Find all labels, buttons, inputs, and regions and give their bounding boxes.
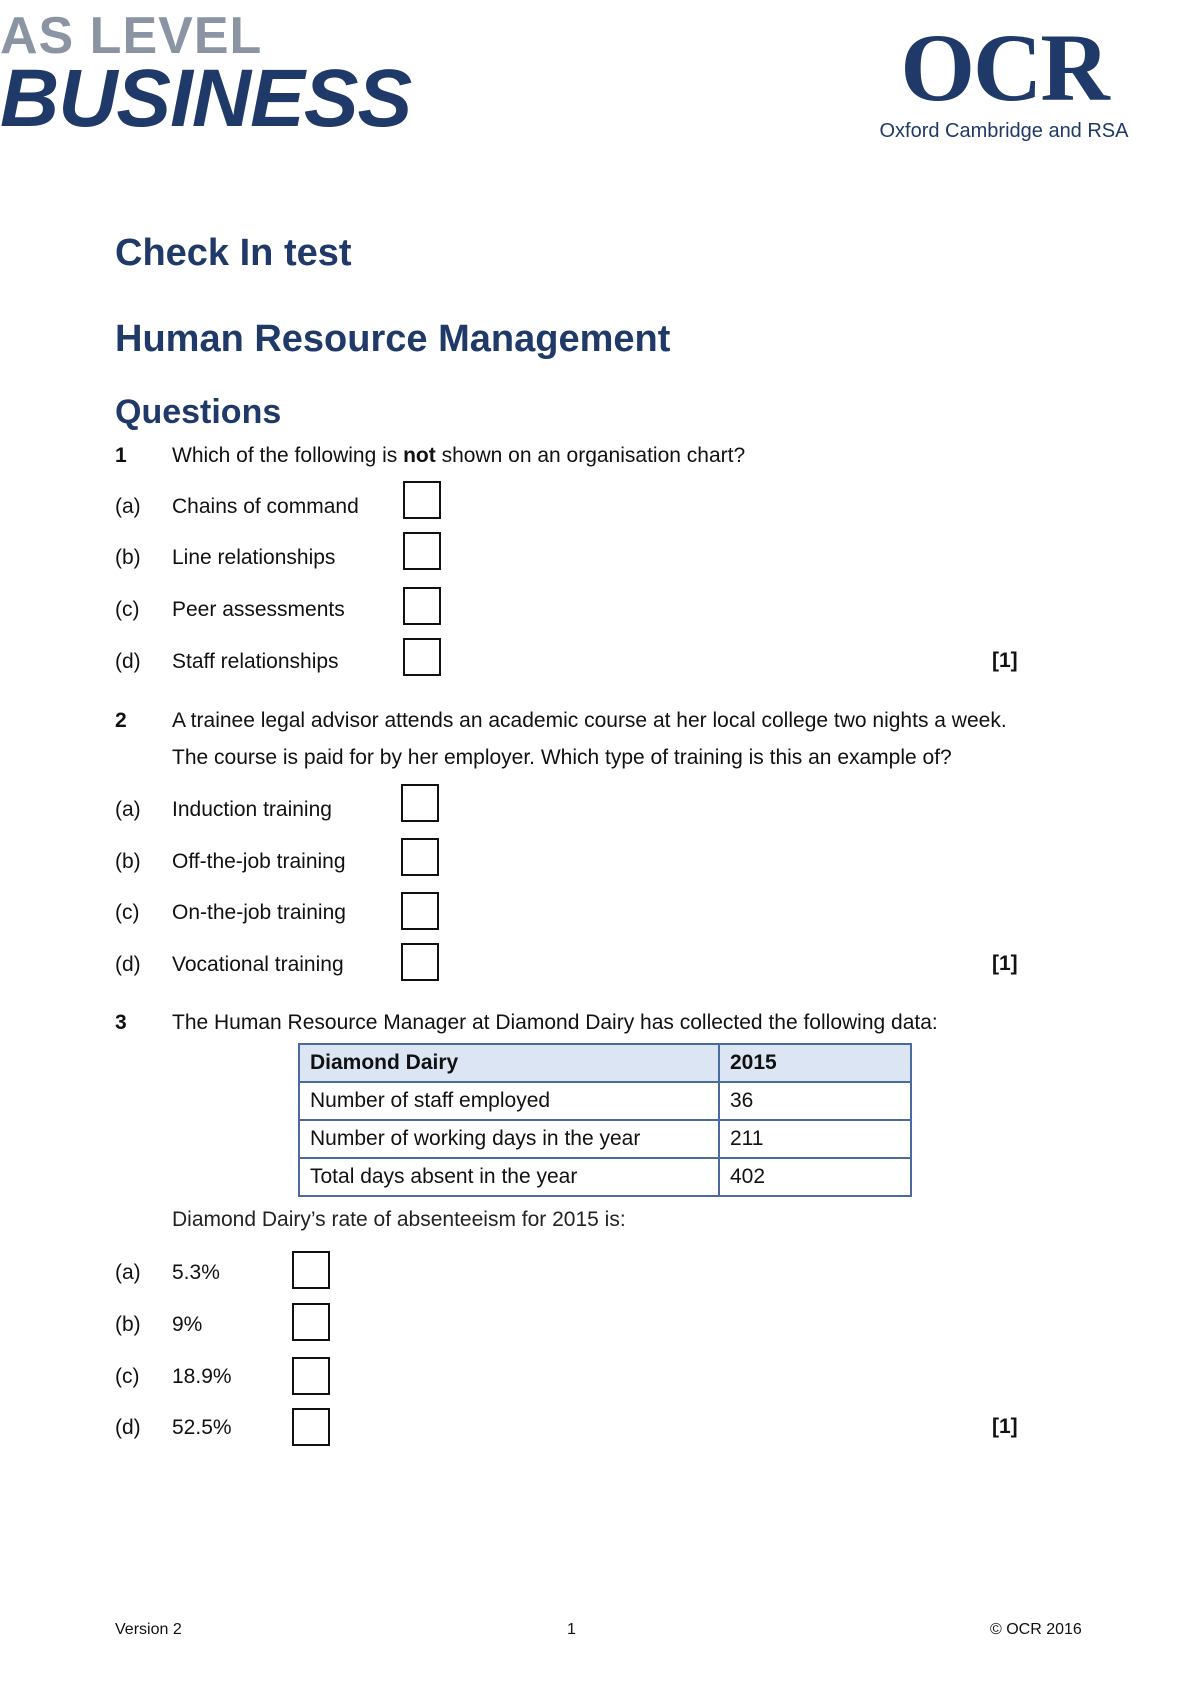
q1-text-bold: not bbox=[403, 444, 436, 467]
q1-option-a-letter: (a) bbox=[115, 495, 141, 518]
q2-option-b-label: Off-the-job training bbox=[172, 850, 346, 873]
q1-option-d-checkbox[interactable] bbox=[403, 638, 441, 676]
footer-version: Version 2 bbox=[115, 1621, 182, 1638]
brand-business: BUSINESS bbox=[0, 53, 412, 144]
footer-page-number: 1 bbox=[567, 1621, 576, 1638]
q3-option-b-checkbox[interactable] bbox=[292, 1303, 330, 1341]
q1-option-b-label: Line relationships bbox=[172, 546, 336, 569]
topic-title: Human Resource Management bbox=[115, 318, 671, 360]
table-cell: Total days absent in the year bbox=[299, 1158, 719, 1196]
question-1-text bbox=[172, 443, 745, 468]
q2-marks: [1] bbox=[992, 952, 1018, 975]
question-2-line1: A trainee legal advisor attends an academic course at her local college two nights a week. bbox=[172, 709, 1007, 732]
q2-option-a-label: Induction training bbox=[172, 798, 332, 821]
table-row bbox=[299, 1082, 911, 1120]
q1-text-after: shown on an organisation chart? bbox=[435, 444, 746, 467]
q1-option-b-checkbox[interactable] bbox=[403, 532, 441, 570]
table-cell: 211 bbox=[719, 1120, 911, 1158]
table-cell: 402 bbox=[719, 1158, 911, 1196]
question-3-text: The Human Resource Manager at Diamond Dairy has collected the following data: bbox=[172, 1011, 938, 1034]
q1-option-d-label: Staff relationships bbox=[172, 650, 339, 673]
ocr-logo-mark: OCR bbox=[900, 14, 1108, 121]
q2-option-c-checkbox[interactable] bbox=[401, 892, 439, 930]
question-2-line2: The course is paid for by her employer. Which type of training is this an example of? bbox=[172, 746, 952, 769]
q3-option-d-checkbox[interactable] bbox=[292, 1408, 330, 1446]
table-header-row bbox=[299, 1044, 911, 1082]
diamond-dairy-table bbox=[298, 1043, 912, 1197]
q3-option-c-label: 18.9% bbox=[172, 1365, 232, 1388]
q3-marks: [1] bbox=[992, 1415, 1018, 1438]
q3-option-a-checkbox[interactable] bbox=[292, 1251, 330, 1289]
page-title: Check In test bbox=[115, 232, 352, 274]
q3-option-d-label: 52.5% bbox=[172, 1416, 232, 1439]
brand-as-level: AS LEVEL bbox=[0, 7, 263, 65]
question-3-prompt: Diamond Dairy’s rate of absenteeism for 2015 is: bbox=[172, 1208, 626, 1231]
footer-copyright: © OCR 2016 bbox=[990, 1621, 1082, 1638]
q2-option-c-label: On-the-job training bbox=[172, 901, 346, 924]
q3-option-b-letter: (b) bbox=[115, 1313, 141, 1336]
section-heading: Questions bbox=[115, 393, 282, 431]
table-cell: Number of working days in the year bbox=[299, 1120, 719, 1158]
table-cell: Number of staff employed bbox=[299, 1082, 719, 1120]
question-2-number: 2 bbox=[115, 709, 127, 732]
q2-option-d-checkbox[interactable] bbox=[401, 943, 439, 981]
q3-option-c-letter: (c) bbox=[115, 1365, 140, 1388]
q2-option-b-letter: (b) bbox=[115, 850, 141, 873]
q1-option-b-letter: (b) bbox=[115, 546, 141, 569]
q3-option-b-label: 9% bbox=[172, 1313, 203, 1336]
q2-option-d-label: Vocational training bbox=[172, 953, 344, 976]
q3-option-a-letter: (a) bbox=[115, 1261, 141, 1284]
q3-option-d-letter: (d) bbox=[115, 1416, 141, 1439]
table-row bbox=[299, 1120, 911, 1158]
q1-option-d-letter: (d) bbox=[115, 650, 141, 673]
question-3-number: 3 bbox=[115, 1011, 127, 1034]
table-header-cell: 2015 bbox=[719, 1044, 911, 1082]
q1-marks: [1] bbox=[992, 649, 1018, 672]
q1-option-c-checkbox[interactable] bbox=[403, 587, 441, 625]
q2-option-c-letter: (c) bbox=[115, 901, 140, 924]
q2-option-a-checkbox[interactable] bbox=[401, 784, 439, 822]
q3-option-c-checkbox[interactable] bbox=[292, 1357, 330, 1395]
ocr-logo-subtitle: Oxford Cambridge and RSA bbox=[879, 120, 1129, 142]
q2-option-a-letter: (a) bbox=[115, 798, 141, 821]
question-1-number: 1 bbox=[115, 444, 127, 467]
q2-option-b-checkbox[interactable] bbox=[401, 838, 439, 876]
q1-option-a-label: Chains of command bbox=[172, 495, 359, 518]
q1-text-before: Which of the following is bbox=[172, 444, 404, 467]
q1-option-c-letter: (c) bbox=[115, 598, 140, 621]
q1-option-c-label: Peer assessments bbox=[172, 598, 345, 621]
table-row bbox=[299, 1158, 911, 1196]
ocr-logo bbox=[874, 14, 1134, 143]
q1-option-a-checkbox[interactable] bbox=[403, 481, 441, 519]
q3-option-a-label: 5.3% bbox=[172, 1261, 220, 1284]
table-header-cell: Diamond Dairy bbox=[299, 1044, 719, 1082]
table-cell: 36 bbox=[719, 1082, 911, 1120]
q2-option-d-letter: (d) bbox=[115, 953, 141, 976]
